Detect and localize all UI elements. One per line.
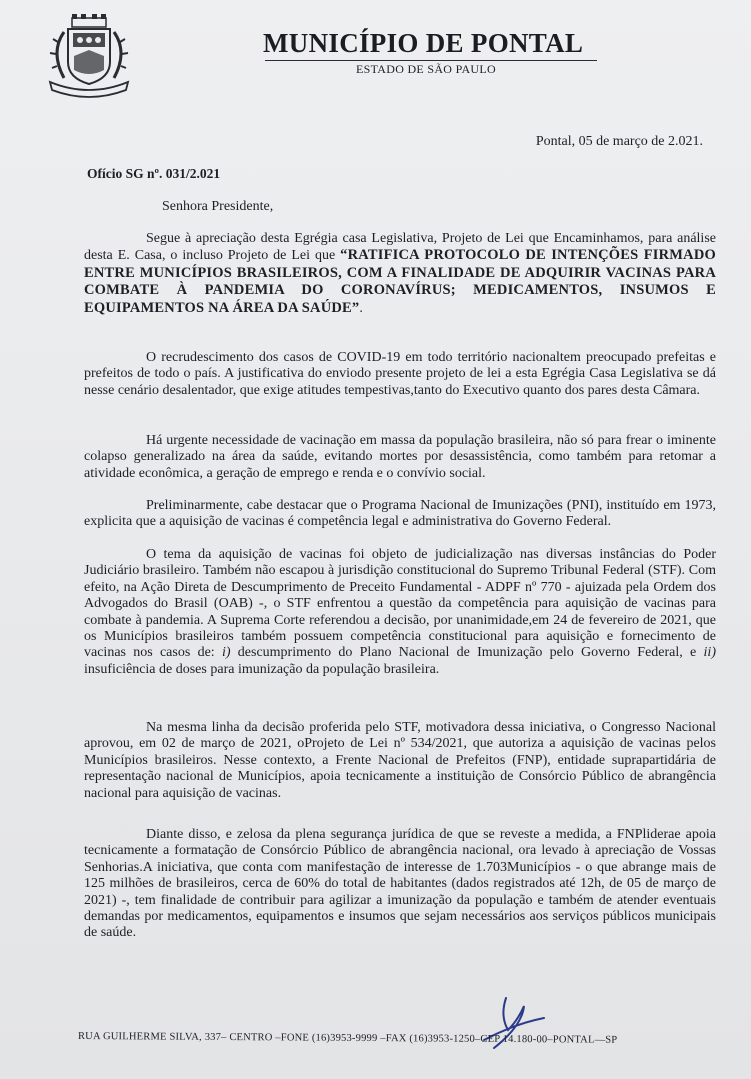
bill-title: “RATIFICA PROTOCOLO DE INTENÇÕES FIRMADO ENTRE MUNICÍPIOS BRASILEIROS, COM A FINALIDADE DE ADQUIRIR VACINAS PARA COMBATE À PANDEMIA DO CORONAVÍRUS; MEDICAMENTOS, INSUMOS E EQUIPAMENTOS NA ÁREA DA SAÚDE”: [84, 247, 716, 316]
item-ii-marker: ii): [703, 645, 716, 661]
paragraph-1-end: .: [359, 300, 363, 316]
paragraph-6-text: Na mesma linha da decisão proferida pelo STF, motivadora dessa iniciativa, o Congresso Nacional aprovou, em 02 de março de 2021, oProjeto de Lei nº 534/2021, que autoriza a aquisição de vacinas pelos Municípios brasileiros. Nesse contexto, a Frente Nacional de Prefeitos (FNP), entidade suprapartidária de representação nacional de Municípios, apoia tecnicamente a instituição de Consórcio Público de abrangência nacional para aquisição de vacinas.: [84, 720, 716, 801]
paragraph-5-end: insuficiência de doses para imunização da população brasileira.: [84, 661, 440, 677]
paragraph-2-text: O recrudescimento dos casos de COVID-19 em todo território nacionaltem preocupado prefeitas e prefeitos de todo o país. A justificativa do enviodo presente projeto de lei a esta Egrégia Casa Legislativa se dá nesse cenário desalentador, que exige atitudes tempestivas,tanto do Executivo quanto dos pares desta Câmara.: [84, 350, 716, 398]
salutation: Senhora Presidente,: [162, 199, 274, 214]
municipal-coat-of-arms: [44, 12, 134, 98]
paragraph-1: [84, 231, 716, 317]
paragraph-3: [84, 433, 716, 482]
paragraph-7: [84, 827, 716, 942]
item-i-marker: i): [221, 645, 231, 661]
footer-address: RUA GUILHERME SILVA, 337– CENTRO –FONE (16)3953-9999 –FAX (16)3953-1250–CEP 14.180-00–PONTAL—SP: [77, 1031, 618, 1046]
paragraph-5: [84, 547, 716, 678]
handwritten-signature: [478, 996, 548, 1056]
paragraph-5-start: O tema da aquisição de vacinas foi objeto de judicialização nas diversas instâncias do Poder Judiciário brasileiro. Também não escapou à jurisdição constitucional do Supremo Tribunal Federal (STF). Com efeito, na Ação Direta de Descumprimento de Preceito Fundamental - ADPF nº 770 - ajuizada pela Ordem dos Advogados do Brasil (OAB) -, o STF enfrentou a questão da competência para aquisição de vacinas para combate à pandemia. A Suprema Corte referendou a decisão, por unanimidade,em 24 de fevereiro de 2021, que os Municípios brasileiros também possuem competência constitucional para aquisição e fornecimento de vacinas nos casos de:: [84, 547, 716, 661]
state-subtitle: ESTADO DE SÃO PAULO: [356, 62, 496, 76]
municipality-title: MUNICÍPIO DE PONTAL: [263, 28, 584, 58]
paragraph-4-text: Preliminarmente, cabe destacar que o Programa Nacional de Imunizações (PNI), instituído em 1973, explicita que a aquisição de vacinas é competência legal e administrativa do Governo Federal.: [84, 498, 716, 530]
paragraph-6: [84, 720, 716, 802]
letter-date: Pontal, 05 de março de 2.021.: [535, 134, 703, 149]
letter-reference: Ofício SG nº. 031/2.021: [87, 166, 221, 181]
paragraph-5-mid: descumprimento do Plano Nacional de Imunização pelo Governo Federal, e: [230, 645, 704, 661]
paragraph-1-intro: Segue à apreciação desta Egrégia casa Legislativa, Projeto de Lei que Encaminhamos, para análise desta E. Casa, o incluso Projeto de Lei que: [84, 231, 716, 264]
paragraph-4: [84, 498, 716, 531]
title-underline: [265, 60, 597, 61]
paragraph-3-text: Há urgente necessidade de vacinação em massa da população brasileira, não só para frear o iminente colapso generalizado na área da saúde, evitando mortes por desassistência, como também para retomar a atividade econômica, a geração de emprego e renda e o convívio social.: [84, 433, 716, 481]
paragraph-7-text: Diante disso, e zelosa da plena segurança jurídica de que se reveste a medida, a FNPliderae apoia tecnicamente a formatação de Consórcio Público de abrangência nacional, ora levado à apreciação de Vossas Senhorias.A iniciativa, que conta com manifestação de interesse de 1.703Municípios - o que abrange mais de 125 milhões de brasileiros, cerca de 60% do total de habitantes (dados registrados até 12h, de 05 de março de 2021) -, tem finalidade de contribuir para agilizar a imunização da população e também de atender eventuais demandas por medicamentos, equipamentos e insumos que sejam necessários aos serviços públicos municipais de saúde.: [84, 827, 716, 941]
paragraph-2: [84, 350, 716, 399]
